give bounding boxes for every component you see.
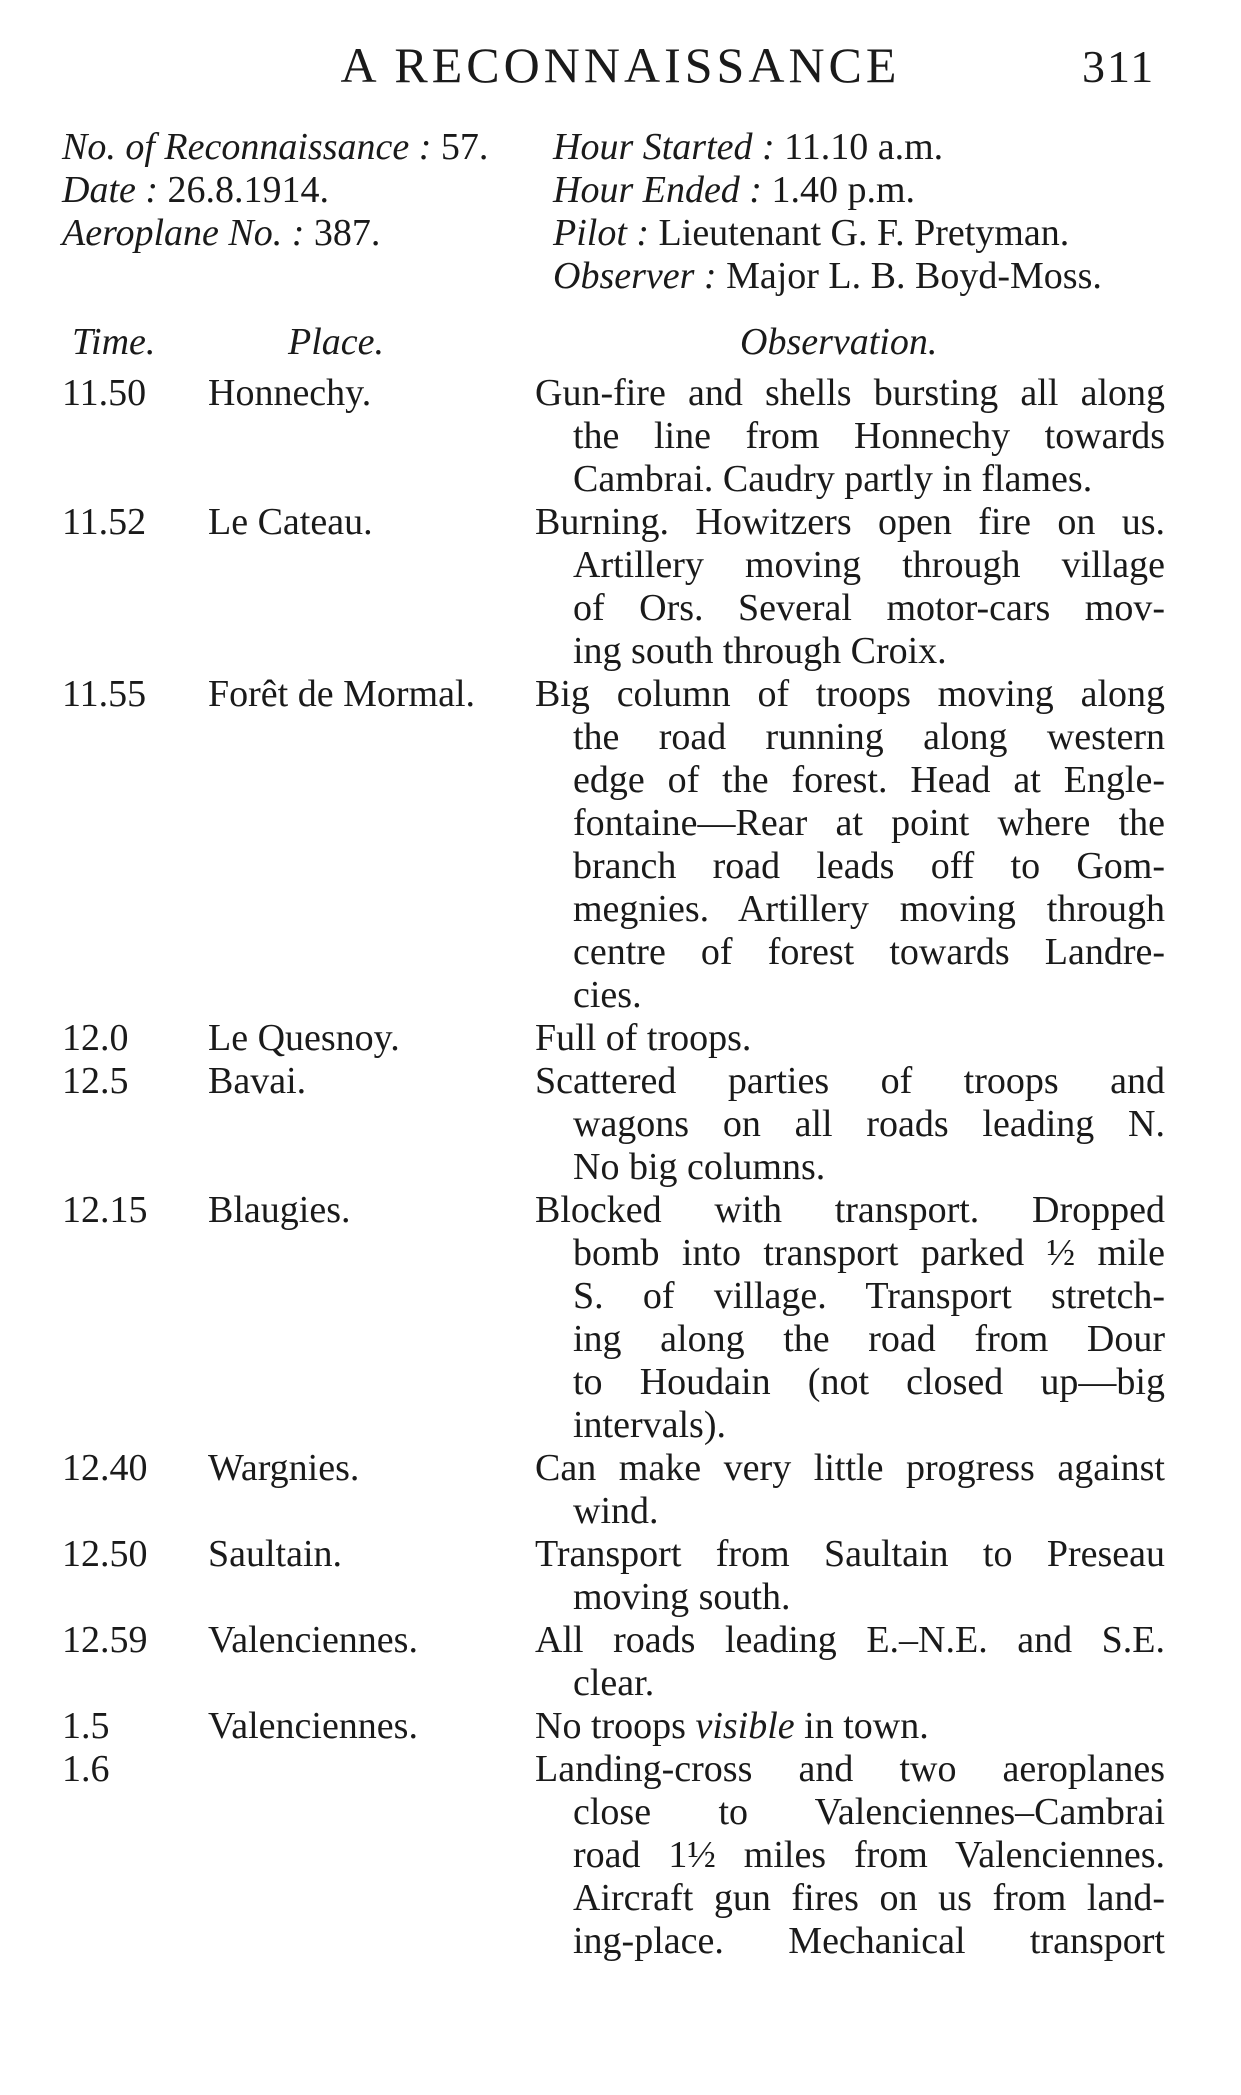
date-label: Date :	[62, 169, 159, 211]
observation-line: to Houdain (not closed up—big	[573, 1361, 1165, 1403]
observation-line: close to Valenciennes–Cambrai	[573, 1791, 1165, 1833]
column-heading-place: Place.	[288, 321, 385, 363]
observation-line: All roads leading E.–N.E. and S.E.	[535, 1619, 1165, 1661]
observation-line: megnies. Artillery moving through	[573, 888, 1165, 930]
observation-line: Landing-cross and two aeroplanes	[535, 1748, 1165, 1790]
observation-line: ing south through Croix.	[573, 630, 947, 672]
hour-ended-label: Hour Ended :	[553, 169, 762, 211]
observer-line	[553, 255, 1102, 298]
row-time: 12.59	[62, 1619, 148, 1661]
aeroplane-label: Aeroplane No. :	[62, 212, 305, 254]
row-place: Blaugies.	[208, 1189, 351, 1231]
recon-number-line	[62, 126, 488, 169]
aeroplane-line	[62, 212, 380, 255]
row-time: 11.52	[62, 501, 147, 543]
row-place: Le Cateau.	[208, 501, 373, 543]
row-place: Forêt de Mormal.	[208, 673, 476, 715]
row-observation	[535, 1619, 1165, 1705]
observation-line: No big columns.	[573, 1146, 826, 1188]
row-place: Bavai.	[208, 1060, 307, 1102]
observation-line: Blocked with transport. Dropped	[535, 1189, 1165, 1231]
observation-line: Gun-fire and shells bursting all along	[535, 372, 1165, 414]
observation-line	[535, 1705, 1165, 1748]
observation-line: Scattered parties of troops and	[535, 1060, 1165, 1102]
row-observation	[535, 372, 1165, 501]
observation-line: ing-place. Mechanical transport	[573, 1920, 1165, 1962]
row-observation	[535, 501, 1165, 673]
row-time: 1.6	[62, 1748, 110, 1790]
observation-line: cies.	[573, 974, 642, 1016]
row-observation	[535, 1748, 1165, 1963]
observation-line: wagons on all roads leading N.	[573, 1103, 1165, 1145]
hour-started-label: Hour Started :	[553, 126, 775, 168]
row-time: 12.5	[62, 1060, 129, 1102]
observation-emphasis: visible	[695, 1705, 795, 1747]
pilot-value: Lieutenant G. F. Pretyman.	[658, 212, 1070, 254]
row-time: 11.50	[62, 372, 147, 414]
observation-line: the road running along western	[573, 716, 1165, 758]
column-heading-time: Time.	[72, 321, 156, 363]
row-place: Honnechy.	[208, 372, 372, 414]
row-observation	[535, 1189, 1165, 1447]
observation-line: Big column of troops moving along	[535, 673, 1165, 715]
row-observation	[535, 1060, 1165, 1189]
observation-line: moving south.	[573, 1576, 791, 1618]
observation-line: Burning. Howitzers open fire on us.	[535, 501, 1165, 543]
row-time: 1.5	[62, 1705, 110, 1747]
observation-line: Full of troops.	[535, 1017, 752, 1059]
hour-started-value: 11.10 a.m.	[784, 126, 944, 168]
observation-line: fontaine—Rear at point where the	[573, 802, 1165, 844]
page-number: 311	[1082, 41, 1156, 92]
hour-started-line	[553, 126, 943, 169]
observer-value: Major L. B. Boyd-Moss.	[726, 255, 1102, 297]
column-heading-observation: Observation.	[740, 321, 938, 363]
row-time: 12.50	[62, 1533, 148, 1575]
row-observation	[535, 1533, 1165, 1619]
date-value: 26.8.1914.	[167, 169, 330, 211]
recon-label: No. of Reconnaissance :	[62, 126, 432, 168]
row-time: 11.55	[62, 673, 147, 715]
observation-line: ing along the road from Dour	[573, 1318, 1165, 1360]
date-line	[62, 169, 329, 212]
observation-line: S. of village. Transport stretch-	[573, 1275, 1165, 1317]
row-place: Valenciennes.	[208, 1705, 418, 1747]
observation-line: Transport from Saultain to Preseau	[535, 1533, 1165, 1575]
observation-line: edge of the forest. Head at Engle-	[573, 759, 1165, 801]
hour-ended-value: 1.40 p.m.	[771, 169, 916, 211]
observation-line: road 1½ miles from Valenciennes.	[573, 1834, 1165, 1876]
observation-line: Cambrai. Caudry partly in flames.	[573, 458, 1093, 500]
observation-line: Can make very little progress against	[535, 1447, 1165, 1489]
row-place: Valenciennes.	[208, 1619, 418, 1661]
row-place: Le Quesnoy.	[208, 1017, 400, 1059]
observation-line: wind.	[573, 1490, 659, 1532]
observation-line: clear.	[573, 1662, 655, 1704]
observation-line: of Ors. Several motor-cars mov-	[573, 587, 1165, 629]
observation-line: centre of forest towards Landre-	[573, 931, 1165, 973]
recon-value: 57.	[440, 126, 489, 168]
row-time: 12.15	[62, 1189, 148, 1231]
observation-text: in town.	[794, 1705, 929, 1747]
row-observation	[535, 1705, 1165, 1748]
observation-line: branch road leads off to Gom-	[573, 845, 1165, 887]
row-place: Wargnies.	[208, 1447, 360, 1489]
row-place: Saultain.	[208, 1533, 343, 1575]
observation-text: No troops	[535, 1705, 696, 1747]
pilot-label: Pilot :	[553, 212, 650, 254]
observation-line: the line from Honnechy towards	[573, 415, 1165, 457]
observation-line: Aircraft gun fires on us from land-	[573, 1877, 1165, 1919]
pilot-line	[553, 212, 1069, 255]
row-observation	[535, 673, 1165, 1017]
observation-line: intervals).	[573, 1404, 727, 1446]
running-title: A RECONNAISSANCE	[340, 37, 901, 93]
row-time: 12.40	[62, 1447, 148, 1489]
row-observation	[535, 1017, 1165, 1060]
hour-ended-line	[553, 169, 915, 212]
row-observation	[535, 1447, 1165, 1533]
observer-label: Observer :	[553, 255, 717, 297]
row-time: 12.0	[62, 1017, 129, 1059]
observation-line: Artillery moving through village	[573, 544, 1165, 586]
aeroplane-value: 387.	[313, 212, 381, 254]
observation-line: bomb into transport parked ½ mile	[573, 1232, 1165, 1274]
